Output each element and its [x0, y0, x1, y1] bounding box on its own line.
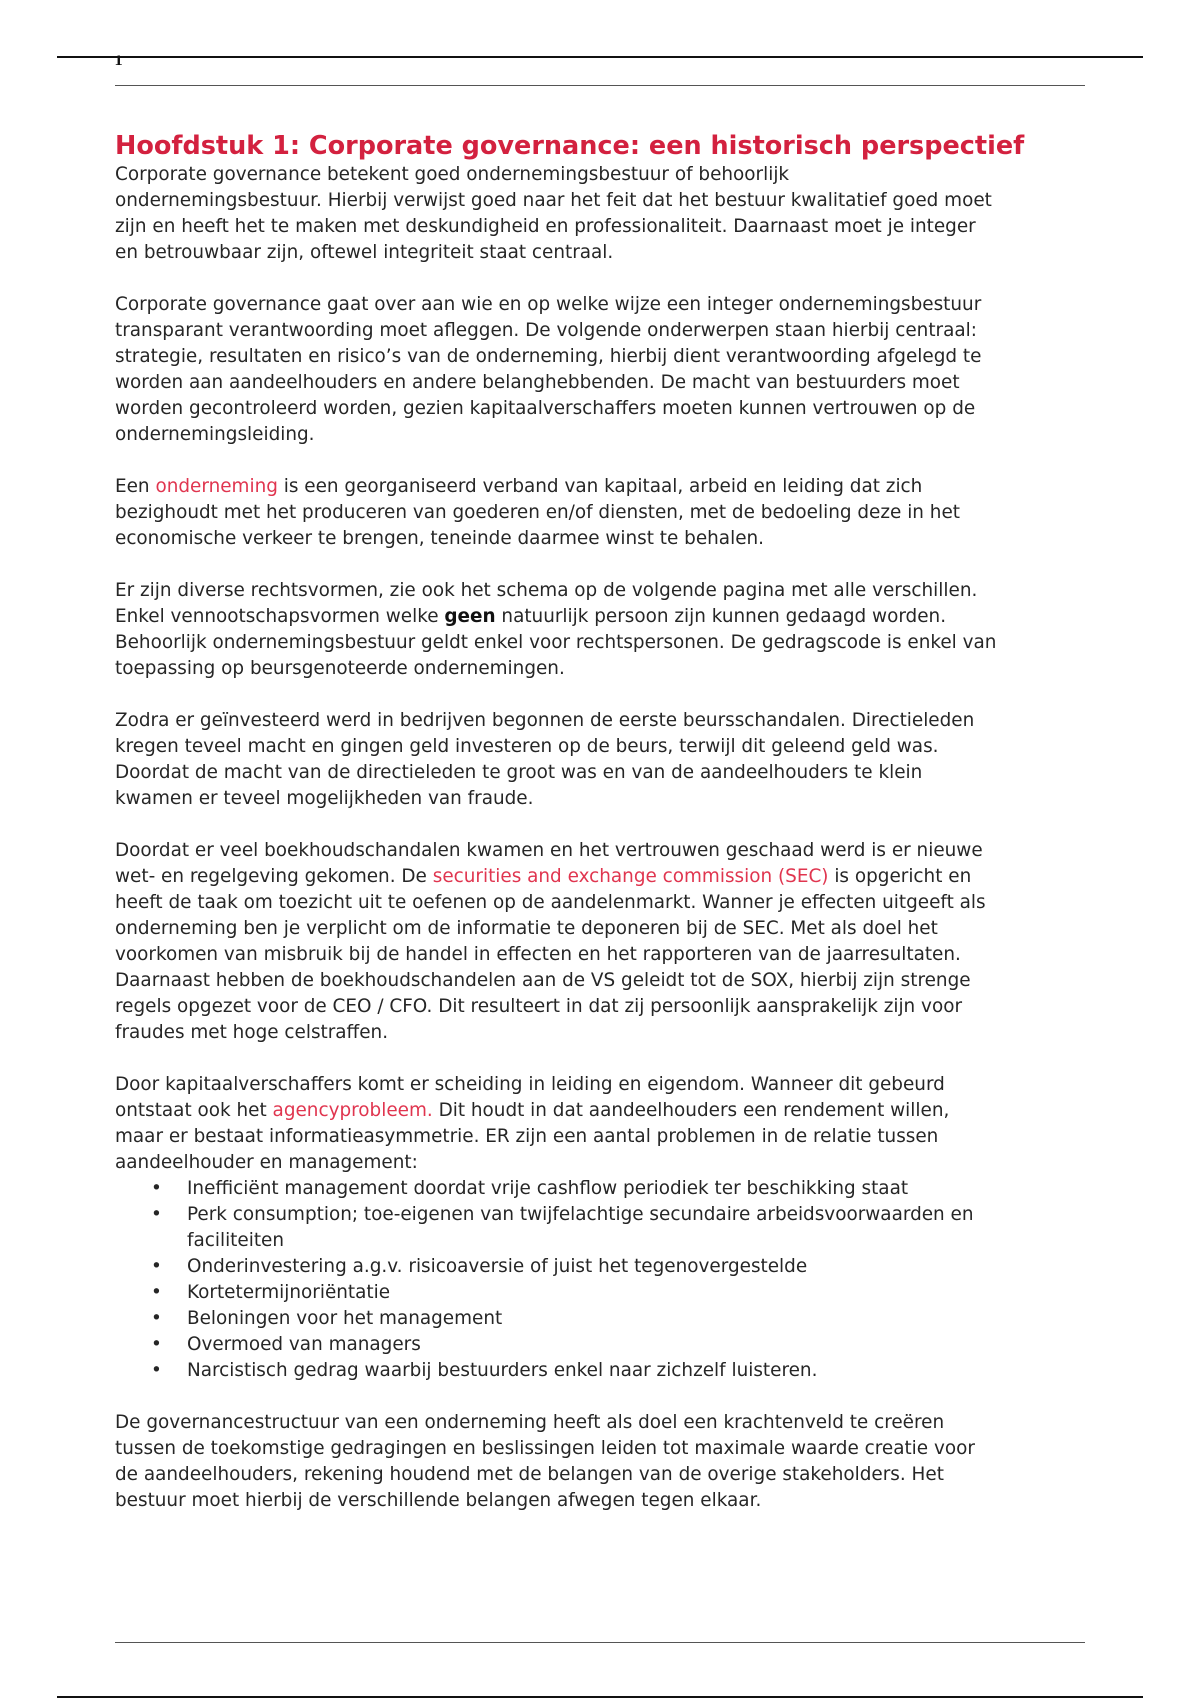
header-divider — [115, 85, 1085, 86]
footer-divider — [115, 1642, 1085, 1643]
text-segment: natuurlijk persoon zijn kunnen gedaagd worden. — [495, 606, 947, 627]
blank-line — [115, 682, 1095, 708]
document-body — [115, 162, 1095, 1514]
list-item — [115, 1176, 1095, 1202]
text-segment: kregen teveel macht en gingen geld investeren op de beurs, terwijl dit geleend geld was. — [115, 736, 939, 757]
text-line — [115, 500, 1095, 526]
text-line — [115, 526, 1095, 552]
text-line — [115, 760, 1095, 786]
text-line — [115, 162, 1095, 188]
text-segment: Inefficiënt management doordat vrije cashflow periodiek ter beschikking staat — [187, 1178, 909, 1199]
text-line — [115, 604, 1095, 630]
list-item — [115, 1202, 1095, 1228]
text-line — [115, 240, 1095, 266]
text-line — [115, 708, 1095, 734]
text-line — [115, 1462, 1095, 1488]
bullet-icon: • — [151, 1204, 162, 1225]
bullet-icon: • — [151, 1256, 162, 1277]
text-segment: Daarnaast hebben de boekhoudschandelen aan de VS geleidt tot de SOX, hierbij zijn strenge — [115, 970, 971, 991]
list-item — [115, 1280, 1095, 1306]
text-segment: Zodra er geïnvesteerd werd in bedrijven begonnen de eerste beursschandalen. Directieleden — [115, 710, 975, 731]
text-segment: aandeelhouder en management: — [115, 1152, 418, 1173]
text-segment: en betrouwbaar zijn, oftewel integriteit staat centraal. — [115, 242, 614, 263]
text-line — [115, 188, 1095, 214]
text-line — [115, 630, 1095, 656]
text-segment: ondernemingsbestuur. Hierbij verwijst goed naar het feit dat het bestuur kwalitatief goed moet — [115, 190, 992, 211]
text-segment: ondernemingsleiding. — [115, 424, 315, 445]
text-segment: is een georganiseerd verband van kapitaal, arbeid en leiding dat zich — [277, 476, 923, 497]
text-line — [115, 1124, 1095, 1150]
text-line — [115, 656, 1095, 682]
text-line — [115, 578, 1095, 604]
text-line — [115, 734, 1095, 760]
text-segment: fraudes met hoge celstraffen. — [115, 1022, 389, 1043]
chapter-title: Hoofdstuk 1: Corporate governance: een historisch perspectief — [115, 131, 1025, 161]
text-segment: Behoorlijk ondernemingsbestuur geldt enkel voor rechtspersonen. De gedragscode is enkel van — [115, 632, 997, 653]
text-segment: toepassing op beursgenoteerde ondernemingen. — [115, 658, 565, 679]
footer-bottom-divider — [57, 1696, 1143, 1698]
text-line — [115, 916, 1095, 942]
blank-line — [115, 552, 1095, 578]
text-segment: heeft de taak om toezicht uit te oefenen op de aandelenmarkt. Wanner je effecten uitgeeft als — [115, 892, 986, 913]
text-segment: tussen de toekomstige gedragingen en beslissingen leiden tot maximale waarde creatie voor — [115, 1438, 975, 1459]
text-segment: transparant verantwoording moet afleggen. De volgende onderwerpen staan hierbij centraal: — [115, 320, 977, 341]
blank-line — [115, 1384, 1095, 1410]
text-segment: de aandeelhouders, rekening houdend met de belangen van de overige stakeholders. Het — [115, 1464, 944, 1485]
highlighted-term: securities and exchange commission (SEC) — [432, 866, 829, 887]
text-line — [115, 942, 1095, 968]
bullet-icon: • — [151, 1334, 162, 1355]
text-segment: kwamen er teveel mogelijkheden van fraude. — [115, 788, 534, 809]
list-item — [115, 1358, 1095, 1384]
text-segment: Beloningen voor het management — [187, 1308, 503, 1329]
bullet-icon: • — [151, 1308, 162, 1329]
text-segment: wet- en regelgeving gekomen. De — [115, 866, 433, 887]
text-segment: Corporate governance betekent goed ondernemingsbestuur of behoorlijk — [115, 164, 790, 185]
bullet-icon: • — [151, 1360, 162, 1381]
text-segment: Doordat er veel boekhoudschandalen kwamen en het vertrouwen geschaad werd is er nieuwe — [115, 840, 983, 861]
text-segment: is opgericht en — [828, 866, 972, 887]
list-item — [115, 1254, 1095, 1280]
text-segment: worden aan aandeelhouders en andere belanghebbenden. De macht van bestuurders moet — [115, 372, 960, 393]
text-line — [115, 1072, 1095, 1098]
text-line — [115, 344, 1095, 370]
blank-line — [115, 1046, 1095, 1072]
list-item — [115, 1306, 1095, 1332]
blank-line — [115, 266, 1095, 292]
text-line — [115, 838, 1095, 864]
bullet-icon: • — [151, 1178, 162, 1199]
text-segment: economische verkeer te brengen, teneinde daarmee winst te behalen. — [115, 528, 765, 549]
text-line — [115, 370, 1095, 396]
blank-line — [115, 812, 1095, 838]
text-line — [115, 474, 1095, 500]
text-line — [115, 1410, 1095, 1436]
text-segment: De governancestructuur van een onderneming heeft als doel een krachtenveld te creëren — [115, 1412, 945, 1433]
text-line — [115, 396, 1095, 422]
text-line — [115, 1436, 1095, 1462]
text-segment: Er zijn diverse rechtsvormen, zie ook het schema op de volgende pagina met alle verschillen. — [115, 580, 978, 601]
text-line — [115, 864, 1095, 890]
text-line — [115, 318, 1095, 344]
text-segment: Dit houdt in dat aandeelhouders een rendement willen, — [432, 1100, 950, 1121]
text-segment: maar er bestaat informatieasymmetrie. ER zijn een aantal problemen in de relatie tussen — [115, 1126, 939, 1147]
text-segment: zijn en heeft het te maken met deskundigheid en professionaliteit. Daarnaast moet je integer — [115, 216, 976, 237]
text-segment: Narcistisch gedrag waarbij bestuurders enkel naar zichzelf luisteren. — [187, 1360, 818, 1381]
highlighted-term: onderneming — [155, 476, 278, 497]
page-number: 1 — [114, 54, 124, 69]
text-line — [115, 1488, 1095, 1514]
text-segment: Perk consumption; toe-eigenen van twijfelachtige secundaire arbeidsvoorwaarden en — [187, 1204, 974, 1225]
text-line — [115, 1020, 1095, 1046]
highlighted-term: agencyprobleem. — [272, 1100, 433, 1121]
text-line — [115, 1098, 1095, 1124]
text-line — [115, 890, 1095, 916]
text-segment: Overmoed van managers — [187, 1334, 421, 1355]
text-segment: bestuur moet hierbij de verschillende belangen afwegen tegen elkaar. — [115, 1490, 762, 1511]
header-top-divider — [57, 56, 1143, 58]
text-segment: regels opgezet voor de CEO / CFO. Dit resulteert in dat zij persoonlijk aansprakelijk zijn voor — [115, 996, 963, 1017]
text-line — [115, 1150, 1095, 1176]
text-segment: strategie, resultaten en risico’s van de onderneming, hierbij dient verantwoording afgelegd te — [115, 346, 982, 367]
text-segment: ontstaat ook het — [115, 1100, 273, 1121]
text-line — [115, 786, 1095, 812]
text-line — [115, 994, 1095, 1020]
text-line — [115, 214, 1095, 240]
bold-text: geen — [444, 606, 496, 627]
text-segment: Doordat de macht van de directieleden te groot was en van de aandeelhouders te klein — [115, 762, 923, 783]
text-line — [115, 292, 1095, 318]
list-item — [115, 1332, 1095, 1358]
text-segment: bezighoudt met het produceren van goederen en/of diensten, met de bedoeling deze in het — [115, 502, 960, 523]
text-segment: Corporate governance gaat over aan wie en op welke wijze een integer ondernemingsbestuur — [115, 294, 982, 315]
text-segment: onderneming ben je verplicht om de informatie te deponeren bij de SEC. Met als doel het — [115, 918, 938, 939]
text-segment: Kortetermijnoriëntatie — [187, 1282, 391, 1303]
text-segment: Door kapitaalverschaffers komt er scheiding in leiding en eigendom. Wanneer dit gebeurd — [115, 1074, 945, 1095]
text-segment: voorkomen van misbruik bij de handel in effecten en het rapporteren van de jaarresultaten. — [115, 944, 961, 965]
text-segment: worden gecontroleerd worden, gezien kapitaalverschaffers moeten kunnen vertrouwen op de — [115, 398, 976, 419]
text-line — [115, 1228, 1095, 1254]
text-segment: Onderinvestering a.g.v. risicoaversie of juist het tegenovergestelde — [187, 1256, 808, 1277]
bullet-icon: • — [151, 1282, 162, 1303]
text-segment: Enkel vennootschapsvormen welke — [115, 606, 445, 627]
text-segment: Een — [115, 476, 156, 497]
text-segment: faciliteiten — [187, 1230, 284, 1251]
text-line — [115, 968, 1095, 994]
blank-line — [115, 448, 1095, 474]
text-line — [115, 422, 1095, 448]
